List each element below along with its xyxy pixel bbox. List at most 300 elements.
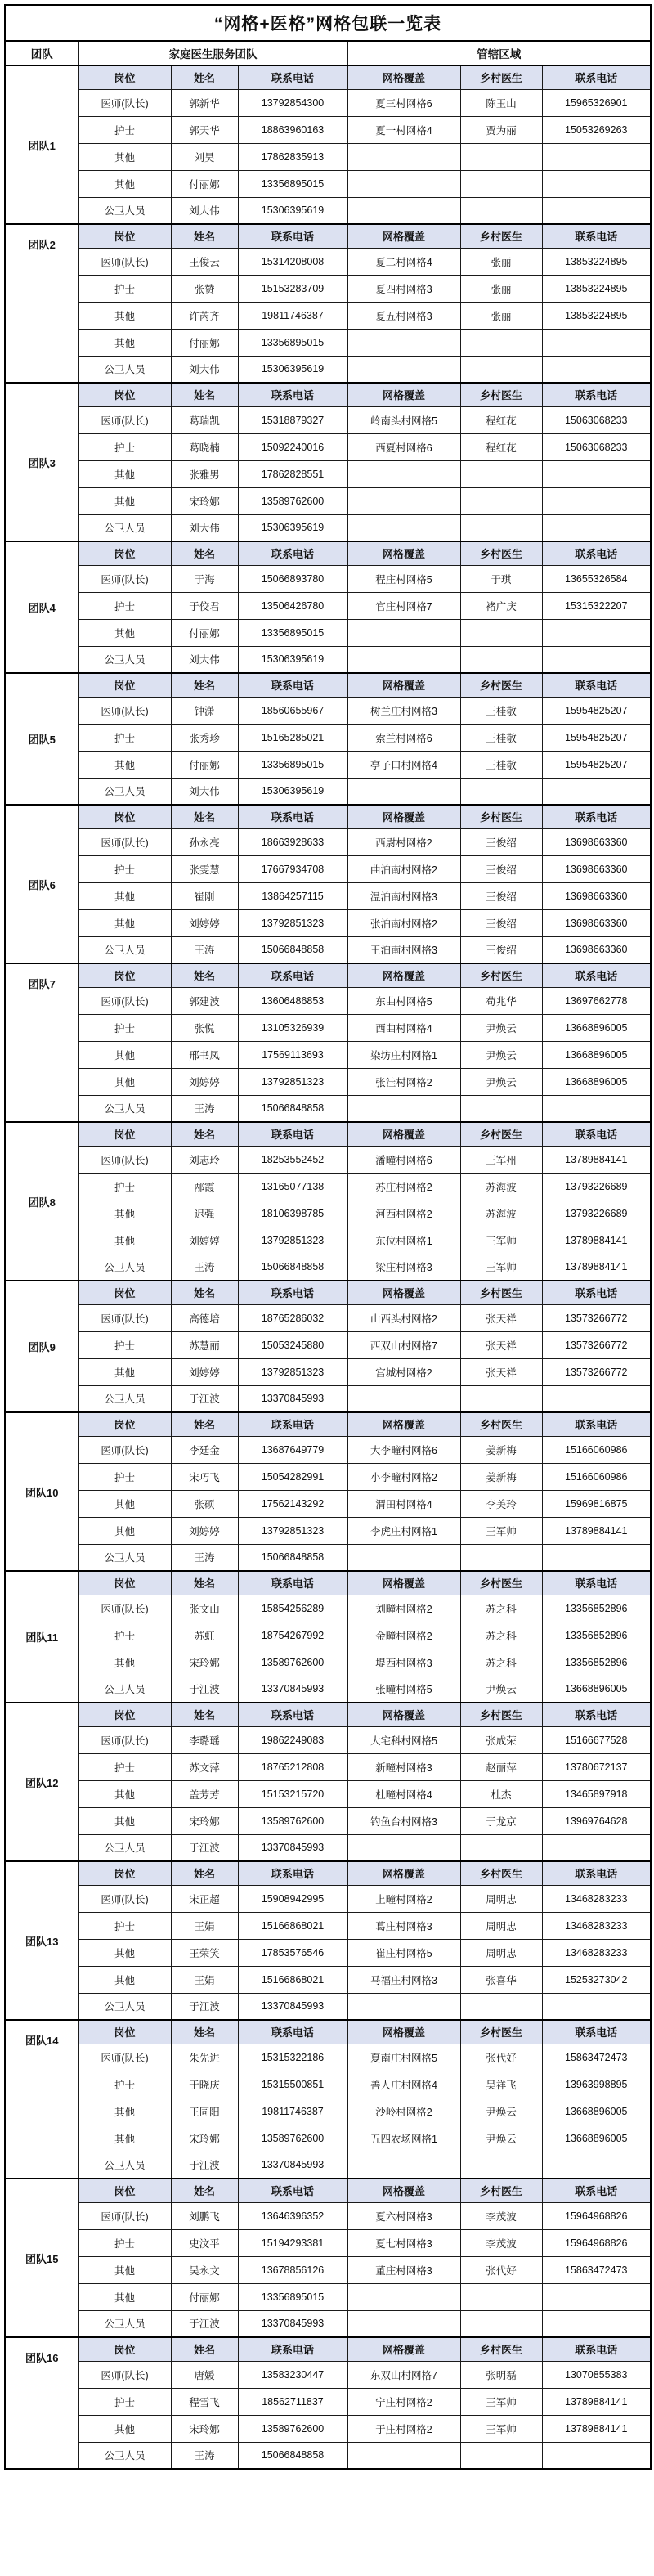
team-label-cell: 团队10 bbox=[5, 1412, 78, 1571]
team-subheader-row bbox=[5, 65, 651, 89]
table-row bbox=[5, 1780, 651, 1807]
cell-phone: 13589762600 bbox=[238, 2415, 347, 2442]
cell-name: 李璐瑶 bbox=[171, 1726, 238, 1753]
cell-name: 唐媛 bbox=[171, 2361, 238, 2388]
cell-doctor-phone: 13573266772 bbox=[542, 1304, 651, 1331]
cell-grid-coverage bbox=[347, 487, 460, 514]
table-row bbox=[5, 356, 651, 383]
cell-grid-coverage: 五四农场网格1 bbox=[347, 2125, 460, 2152]
cell-grid-coverage: 王泊南村网格3 bbox=[347, 936, 460, 963]
cell-position: 医师(队长) bbox=[78, 89, 171, 116]
cell-doctor-phone: 15166060986 bbox=[542, 1463, 651, 1490]
col-header-village-doctor: 乡村医生 bbox=[460, 1122, 542, 1146]
col-header-grid-coverage: 网格覆盖 bbox=[347, 673, 460, 697]
table-row bbox=[5, 2361, 651, 2388]
table-row bbox=[5, 487, 651, 514]
cell-doctor-phone: 13668896005 bbox=[542, 2098, 651, 2125]
cell-phone: 15315322186 bbox=[238, 2044, 347, 2071]
cell-position: 其他 bbox=[78, 2283, 171, 2310]
cell-position: 公卫人员 bbox=[78, 1676, 171, 1703]
cell-position: 其他 bbox=[78, 143, 171, 170]
cell-name: 高德培 bbox=[171, 1304, 238, 1331]
cell-grid-coverage: 夏南庄村网格5 bbox=[347, 2044, 460, 2071]
cell-doctor-phone bbox=[542, 646, 651, 673]
col-header-name: 姓名 bbox=[171, 383, 238, 406]
cell-grid-coverage: 堤西村网格3 bbox=[347, 1649, 460, 1676]
table-row bbox=[5, 433, 651, 460]
cell-doctor-phone: 15053269263 bbox=[542, 116, 651, 143]
col-header-position: 岗位 bbox=[78, 2337, 171, 2361]
table-row bbox=[5, 1912, 651, 1939]
cell-village-doctor bbox=[460, 1834, 542, 1861]
cell-village-doctor: 陈玉山 bbox=[460, 89, 542, 116]
cell-phone: 18765286032 bbox=[238, 1304, 347, 1331]
table-row bbox=[5, 1622, 651, 1649]
cell-village-doctor: 姜新梅 bbox=[460, 1463, 542, 1490]
cell-position: 护士 bbox=[78, 275, 171, 302]
cell-village-doctor: 王军帅 bbox=[460, 1227, 542, 1254]
team-subheader-row bbox=[5, 1703, 651, 1726]
title-row bbox=[5, 5, 651, 41]
col-header-village-doctor: 乡村医生 bbox=[460, 1412, 542, 1436]
cell-position: 公卫人员 bbox=[78, 936, 171, 963]
cell-village-doctor bbox=[460, 646, 542, 673]
table-row bbox=[5, 275, 651, 302]
col-header-doctor-phone: 联系电话 bbox=[542, 1703, 651, 1726]
cell-position: 其他 bbox=[78, 1517, 171, 1544]
col-header-position: 岗位 bbox=[78, 65, 171, 89]
cell-position: 其他 bbox=[78, 1068, 171, 1095]
cell-doctor-phone bbox=[542, 356, 651, 383]
cell-phone: 18765212808 bbox=[238, 1753, 347, 1780]
cell-position: 公卫人员 bbox=[78, 2152, 171, 2179]
cell-village-doctor: 苏之科 bbox=[460, 1649, 542, 1676]
table-row bbox=[5, 1304, 651, 1331]
cell-name: 朱先进 bbox=[171, 2044, 238, 2071]
cell-village-doctor: 尹焕云 bbox=[460, 1041, 542, 1068]
cell-village-doctor: 尹焕云 bbox=[460, 1068, 542, 1095]
cell-village-doctor: 张天祥 bbox=[460, 1331, 542, 1358]
cell-village-doctor: 尹焕云 bbox=[460, 1676, 542, 1703]
col-header-name: 姓名 bbox=[171, 224, 238, 248]
cell-position: 医师(队长) bbox=[78, 1304, 171, 1331]
header-team: 团队 bbox=[5, 41, 78, 65]
team-label-cell: 团队15 bbox=[5, 2179, 78, 2337]
cell-village-doctor: 张明磊 bbox=[460, 2361, 542, 2388]
col-header-village-doctor: 乡村医生 bbox=[460, 1703, 542, 1726]
cell-name: 宋玲娜 bbox=[171, 1807, 238, 1834]
table-row bbox=[5, 1993, 651, 2020]
cell-phone: 17853576546 bbox=[238, 1939, 347, 1966]
cell-grid-coverage: 宫城村网格2 bbox=[347, 1358, 460, 1385]
cell-name: 宋玲娜 bbox=[171, 2125, 238, 2152]
cell-name: 葛晓楠 bbox=[171, 433, 238, 460]
table-row bbox=[5, 592, 651, 619]
col-header-position: 岗位 bbox=[78, 224, 171, 248]
cell-village-doctor bbox=[460, 1544, 542, 1571]
cell-phone: 17862835913 bbox=[238, 143, 347, 170]
cell-doctor-phone bbox=[542, 197, 651, 224]
page-title: “网格+医格”网格包联一览表 bbox=[5, 5, 651, 41]
cell-grid-coverage bbox=[347, 2283, 460, 2310]
cell-phone: 18562711837 bbox=[238, 2388, 347, 2415]
cell-position: 医师(队长) bbox=[78, 1885, 171, 1912]
cell-name: 王涛 bbox=[171, 1254, 238, 1281]
table-row bbox=[5, 1595, 651, 1622]
table-row bbox=[5, 406, 651, 433]
cell-position: 其他 bbox=[78, 1649, 171, 1676]
cell-grid-coverage: 夏五村网格3 bbox=[347, 302, 460, 329]
cell-phone: 15092240016 bbox=[238, 433, 347, 460]
col-header-grid-coverage: 网格覆盖 bbox=[347, 2020, 460, 2044]
cell-phone: 13356895015 bbox=[238, 2283, 347, 2310]
cell-name: 刘大伟 bbox=[171, 197, 238, 224]
cell-position: 公卫人员 bbox=[78, 356, 171, 383]
cell-village-doctor: 苏之科 bbox=[460, 1595, 542, 1622]
table-row bbox=[5, 1358, 651, 1385]
cell-doctor-phone: 13668896005 bbox=[542, 1676, 651, 1703]
cell-doctor-phone: 13356852896 bbox=[542, 1595, 651, 1622]
cell-village-doctor: 苏海波 bbox=[460, 1173, 542, 1200]
table-row bbox=[5, 1885, 651, 1912]
cell-doctor-phone bbox=[542, 1385, 651, 1412]
cell-name: 王涛 bbox=[171, 936, 238, 963]
cell-position: 其他 bbox=[78, 882, 171, 909]
cell-position: 医师(队长) bbox=[78, 565, 171, 592]
cell-phone: 13370845993 bbox=[238, 2152, 347, 2179]
cell-doctor-phone: 13668896005 bbox=[542, 1014, 651, 1041]
cell-doctor-phone: 15063068233 bbox=[542, 406, 651, 433]
col-header-name: 姓名 bbox=[171, 805, 238, 828]
cell-doctor-phone: 13789884141 bbox=[542, 1517, 651, 1544]
cell-grid-coverage bbox=[347, 356, 460, 383]
cell-grid-coverage bbox=[347, 170, 460, 197]
col-header-position: 岗位 bbox=[78, 1122, 171, 1146]
table-row bbox=[5, 1834, 651, 1861]
cell-grid-coverage: 东曲村网格5 bbox=[347, 987, 460, 1014]
cell-name: 张硕 bbox=[171, 1490, 238, 1517]
col-header-position: 岗位 bbox=[78, 1571, 171, 1595]
cell-grid-coverage: 河西村网格2 bbox=[347, 1200, 460, 1227]
col-header-grid-coverage: 网格覆盖 bbox=[347, 2179, 460, 2202]
col-header-name: 姓名 bbox=[171, 65, 238, 89]
table-row bbox=[5, 1517, 651, 1544]
col-header-doctor-phone: 联系电话 bbox=[542, 2179, 651, 2202]
cell-phone: 13792851323 bbox=[238, 1358, 347, 1385]
grid-coverage-table bbox=[4, 4, 652, 2470]
table-row bbox=[5, 1966, 651, 1993]
header-admin-area: 管辖区域 bbox=[347, 41, 651, 65]
cell-name: 许芮齐 bbox=[171, 302, 238, 329]
col-header-doctor-phone: 联系电话 bbox=[542, 673, 651, 697]
col-header-name: 姓名 bbox=[171, 1571, 238, 1595]
cell-village-doctor: 王俊绍 bbox=[460, 882, 542, 909]
cell-phone: 15153215720 bbox=[238, 1780, 347, 1807]
cell-name: 郭建波 bbox=[171, 987, 238, 1014]
cell-phone: 15318879327 bbox=[238, 406, 347, 433]
table-row bbox=[5, 646, 651, 673]
cell-grid-coverage: 苏庄村网格2 bbox=[347, 1173, 460, 1200]
cell-village-doctor: 王桂敬 bbox=[460, 724, 542, 751]
cell-position: 其他 bbox=[78, 1490, 171, 1517]
cell-village-doctor: 于龙京 bbox=[460, 1807, 542, 1834]
cell-position: 护士 bbox=[78, 592, 171, 619]
col-header-doctor-phone: 联系电话 bbox=[542, 1412, 651, 1436]
col-header-grid-coverage: 网格覆盖 bbox=[347, 963, 460, 987]
table-row bbox=[5, 2098, 651, 2125]
cell-grid-coverage: 梁庄村网格3 bbox=[347, 1254, 460, 1281]
cell-doctor-phone: 13698663360 bbox=[542, 828, 651, 855]
cell-grid-coverage bbox=[347, 2152, 460, 2179]
cell-name: 王娟 bbox=[171, 1966, 238, 1993]
cell-doctor-phone: 13468283233 bbox=[542, 1912, 651, 1939]
col-header-position: 岗位 bbox=[78, 2179, 171, 2202]
col-header-phone: 联系电话 bbox=[238, 2020, 347, 2044]
cell-position: 医师(队长) bbox=[78, 2044, 171, 2071]
cell-position: 公卫人员 bbox=[78, 514, 171, 541]
cell-position: 公卫人员 bbox=[78, 1544, 171, 1571]
table-row bbox=[5, 1436, 651, 1463]
cell-doctor-phone: 15166677528 bbox=[542, 1726, 651, 1753]
cell-phone: 13678856126 bbox=[238, 2256, 347, 2283]
cell-grid-coverage: 潘疃村网格6 bbox=[347, 1146, 460, 1173]
cell-position: 其他 bbox=[78, 1966, 171, 1993]
cell-phone: 17569113693 bbox=[238, 1041, 347, 1068]
table-row bbox=[5, 89, 651, 116]
cell-name: 付丽娜 bbox=[171, 170, 238, 197]
table-row bbox=[5, 1014, 651, 1041]
team-label-cell: 团队14 bbox=[5, 2020, 78, 2179]
cell-village-doctor: 张天祥 bbox=[460, 1304, 542, 1331]
cell-position: 其他 bbox=[78, 1807, 171, 1834]
cell-doctor-phone: 15253273042 bbox=[542, 1966, 651, 1993]
table-row bbox=[5, 697, 651, 724]
cell-name: 宋玲娜 bbox=[171, 487, 238, 514]
cell-position: 护士 bbox=[78, 433, 171, 460]
team-subheader-row bbox=[5, 1412, 651, 1436]
table-row bbox=[5, 1649, 651, 1676]
col-header-doctor-phone: 联系电话 bbox=[542, 65, 651, 89]
col-header-village-doctor: 乡村医生 bbox=[460, 805, 542, 828]
team-subheader-row bbox=[5, 963, 651, 987]
cell-village-doctor: 张成荣 bbox=[460, 1726, 542, 1753]
cell-grid-coverage: 染坊庄村网格1 bbox=[347, 1041, 460, 1068]
cell-doctor-phone bbox=[542, 2152, 651, 2179]
cell-name: 王涛 bbox=[171, 1095, 238, 1122]
cell-doctor-phone: 13780672137 bbox=[542, 1753, 651, 1780]
cell-grid-coverage: 张疃村网格5 bbox=[347, 1676, 460, 1703]
cell-phone: 15054282991 bbox=[238, 1463, 347, 1490]
cell-name: 王荣笑 bbox=[171, 1939, 238, 1966]
cell-doctor-phone bbox=[542, 619, 651, 646]
cell-name: 王涛 bbox=[171, 1544, 238, 1571]
cell-phone: 13646396352 bbox=[238, 2202, 347, 2229]
cell-position: 公卫人员 bbox=[78, 2442, 171, 2469]
col-header-name: 姓名 bbox=[171, 2337, 238, 2361]
team-label-cell: 团队13 bbox=[5, 1861, 78, 2020]
cell-position: 医师(队长) bbox=[78, 697, 171, 724]
col-header-name: 姓名 bbox=[171, 1703, 238, 1726]
col-header-phone: 联系电话 bbox=[238, 1703, 347, 1726]
team-label-cell: 团队3 bbox=[5, 383, 78, 541]
cell-position: 其他 bbox=[78, 1358, 171, 1385]
cell-doctor-phone: 13668896005 bbox=[542, 1068, 651, 1095]
cell-village-doctor: 王军帅 bbox=[460, 1517, 542, 1544]
cell-doctor-phone: 13668896005 bbox=[542, 1041, 651, 1068]
cell-phone: 13356895015 bbox=[238, 751, 347, 778]
col-header-doctor-phone: 联系电话 bbox=[542, 805, 651, 828]
cell-position: 护士 bbox=[78, 1173, 171, 1200]
cell-position: 其他 bbox=[78, 909, 171, 936]
cell-grid-coverage: 树兰庄村网格3 bbox=[347, 697, 460, 724]
cell-village-doctor: 张代好 bbox=[460, 2256, 542, 2283]
cell-phone: 13792854300 bbox=[238, 89, 347, 116]
table-row bbox=[5, 1463, 651, 1490]
cell-village-doctor: 张丽 bbox=[460, 248, 542, 275]
cell-village-doctor bbox=[460, 2310, 542, 2337]
col-header-village-doctor: 乡村医生 bbox=[460, 673, 542, 697]
col-header-phone: 联系电话 bbox=[238, 65, 347, 89]
cell-doctor-phone: 13853224895 bbox=[542, 275, 651, 302]
col-header-village-doctor: 乡村医生 bbox=[460, 65, 542, 89]
cell-name: 钟潇 bbox=[171, 697, 238, 724]
table-row bbox=[5, 1490, 651, 1517]
cell-doctor-phone bbox=[542, 460, 651, 487]
cell-doctor-phone: 13698663360 bbox=[542, 936, 651, 963]
col-header-village-doctor: 乡村医生 bbox=[460, 383, 542, 406]
team-subheader-row bbox=[5, 1122, 651, 1146]
cell-doctor-phone bbox=[542, 1544, 651, 1571]
table-row bbox=[5, 1227, 651, 1254]
cell-position: 其他 bbox=[78, 2098, 171, 2125]
cell-name: 于江波 bbox=[171, 1676, 238, 1703]
cell-grid-coverage bbox=[347, 1385, 460, 1412]
cell-phone: 18253552452 bbox=[238, 1146, 347, 1173]
cell-position: 其他 bbox=[78, 170, 171, 197]
cell-name: 刘大伟 bbox=[171, 514, 238, 541]
cell-phone: 19862249083 bbox=[238, 1726, 347, 1753]
col-header-name: 姓名 bbox=[171, 541, 238, 565]
table-row bbox=[5, 1254, 651, 1281]
cell-position: 其他 bbox=[78, 2125, 171, 2152]
cell-name: 张赞 bbox=[171, 275, 238, 302]
table-row bbox=[5, 116, 651, 143]
cell-village-doctor: 王军帅 bbox=[460, 2415, 542, 2442]
cell-village-doctor: 李茂波 bbox=[460, 2229, 542, 2256]
cell-grid-coverage bbox=[347, 1544, 460, 1571]
cell-village-doctor: 苏之科 bbox=[460, 1622, 542, 1649]
cell-name: 付丽娜 bbox=[171, 2283, 238, 2310]
cell-phone: 19811746387 bbox=[238, 2098, 347, 2125]
cell-position: 其他 bbox=[78, 1041, 171, 1068]
table-row bbox=[5, 1146, 651, 1173]
team-label-cell: 团队9 bbox=[5, 1281, 78, 1412]
cell-phone: 13370845993 bbox=[238, 1993, 347, 2020]
table-row bbox=[5, 143, 651, 170]
cell-name: 郭新华 bbox=[171, 89, 238, 116]
table-row bbox=[5, 778, 651, 805]
cell-doctor-phone: 13468283233 bbox=[542, 1885, 651, 1912]
col-header-position: 岗位 bbox=[78, 1861, 171, 1885]
cell-grid-coverage: 夏一村网格4 bbox=[347, 116, 460, 143]
col-header-doctor-phone: 联系电话 bbox=[542, 1281, 651, 1304]
cell-grid-coverage: 崔庄村网格5 bbox=[347, 1939, 460, 1966]
cell-name: 邴霞 bbox=[171, 1173, 238, 1200]
cell-village-doctor: 王俊绍 bbox=[460, 909, 542, 936]
cell-doctor-phone: 15863472473 bbox=[542, 2256, 651, 2283]
cell-phone: 17562143292 bbox=[238, 1490, 347, 1517]
cell-phone: 15306395619 bbox=[238, 514, 347, 541]
cell-village-doctor bbox=[460, 1095, 542, 1122]
cell-grid-coverage: 西曲村网格4 bbox=[347, 1014, 460, 1041]
cell-doctor-phone: 13853224895 bbox=[542, 302, 651, 329]
cell-village-doctor: 周明忠 bbox=[460, 1939, 542, 1966]
cell-grid-coverage: 宁庄村网格2 bbox=[347, 2388, 460, 2415]
cell-village-doctor: 王俊绍 bbox=[460, 855, 542, 882]
cell-phone: 13506426780 bbox=[238, 592, 347, 619]
cell-village-doctor bbox=[460, 487, 542, 514]
col-header-phone: 联系电话 bbox=[238, 1122, 347, 1146]
team-label-cell: 团队6 bbox=[5, 805, 78, 963]
cell-grid-coverage: 李虎庄村网格1 bbox=[347, 1517, 460, 1544]
table-row bbox=[5, 2310, 651, 2337]
col-header-phone: 联系电话 bbox=[238, 1281, 347, 1304]
cell-grid-coverage: 夏三村网格6 bbox=[347, 89, 460, 116]
cell-position: 其他 bbox=[78, 619, 171, 646]
cell-position: 其他 bbox=[78, 1780, 171, 1807]
cell-grid-coverage: 东双山村网格7 bbox=[347, 2361, 460, 2388]
col-header-phone: 联系电话 bbox=[238, 224, 347, 248]
cell-name: 刘鹏飞 bbox=[171, 2202, 238, 2229]
col-header-grid-coverage: 网格覆盖 bbox=[347, 2337, 460, 2361]
cell-village-doctor: 程红花 bbox=[460, 406, 542, 433]
cell-position: 医师(队长) bbox=[78, 1595, 171, 1622]
cell-name: 刘婷婷 bbox=[171, 1068, 238, 1095]
cell-doctor-phone: 13963998895 bbox=[542, 2071, 651, 2098]
cell-name: 付丽娜 bbox=[171, 751, 238, 778]
col-header-grid-coverage: 网格覆盖 bbox=[347, 1861, 460, 1885]
cell-phone: 13370845993 bbox=[238, 1676, 347, 1703]
col-header-village-doctor: 乡村医生 bbox=[460, 1571, 542, 1595]
team-subheader-row bbox=[5, 673, 651, 697]
cell-grid-coverage: 大宅科村网格5 bbox=[347, 1726, 460, 1753]
cell-name: 付丽娜 bbox=[171, 619, 238, 646]
cell-phone: 15066848858 bbox=[238, 1095, 347, 1122]
table-row bbox=[5, 1385, 651, 1412]
cell-position: 医师(队长) bbox=[78, 2202, 171, 2229]
col-header-position: 岗位 bbox=[78, 805, 171, 828]
table-row bbox=[5, 2229, 651, 2256]
cell-doctor-phone: 15863472473 bbox=[542, 2044, 651, 2071]
col-header-village-doctor: 乡村医生 bbox=[460, 1281, 542, 1304]
cell-doctor-phone: 15964968826 bbox=[542, 2229, 651, 2256]
cell-position: 其他 bbox=[78, 1939, 171, 1966]
table-row bbox=[5, 1544, 651, 1571]
cell-position: 护士 bbox=[78, 1622, 171, 1649]
cell-phone: 15194293381 bbox=[238, 2229, 347, 2256]
team-subheader-row bbox=[5, 1281, 651, 1304]
table-row bbox=[5, 460, 651, 487]
cell-phone: 15908942995 bbox=[238, 1885, 347, 1912]
cell-grid-coverage: 善人庄村网格4 bbox=[347, 2071, 460, 2098]
cell-doctor-phone: 15954825207 bbox=[542, 751, 651, 778]
cell-name: 于江波 bbox=[171, 1834, 238, 1861]
table-row bbox=[5, 2202, 651, 2229]
cell-position: 公卫人员 bbox=[78, 197, 171, 224]
cell-name: 付丽娜 bbox=[171, 329, 238, 356]
cell-phone: 15315500851 bbox=[238, 2071, 347, 2098]
table-row bbox=[5, 724, 651, 751]
